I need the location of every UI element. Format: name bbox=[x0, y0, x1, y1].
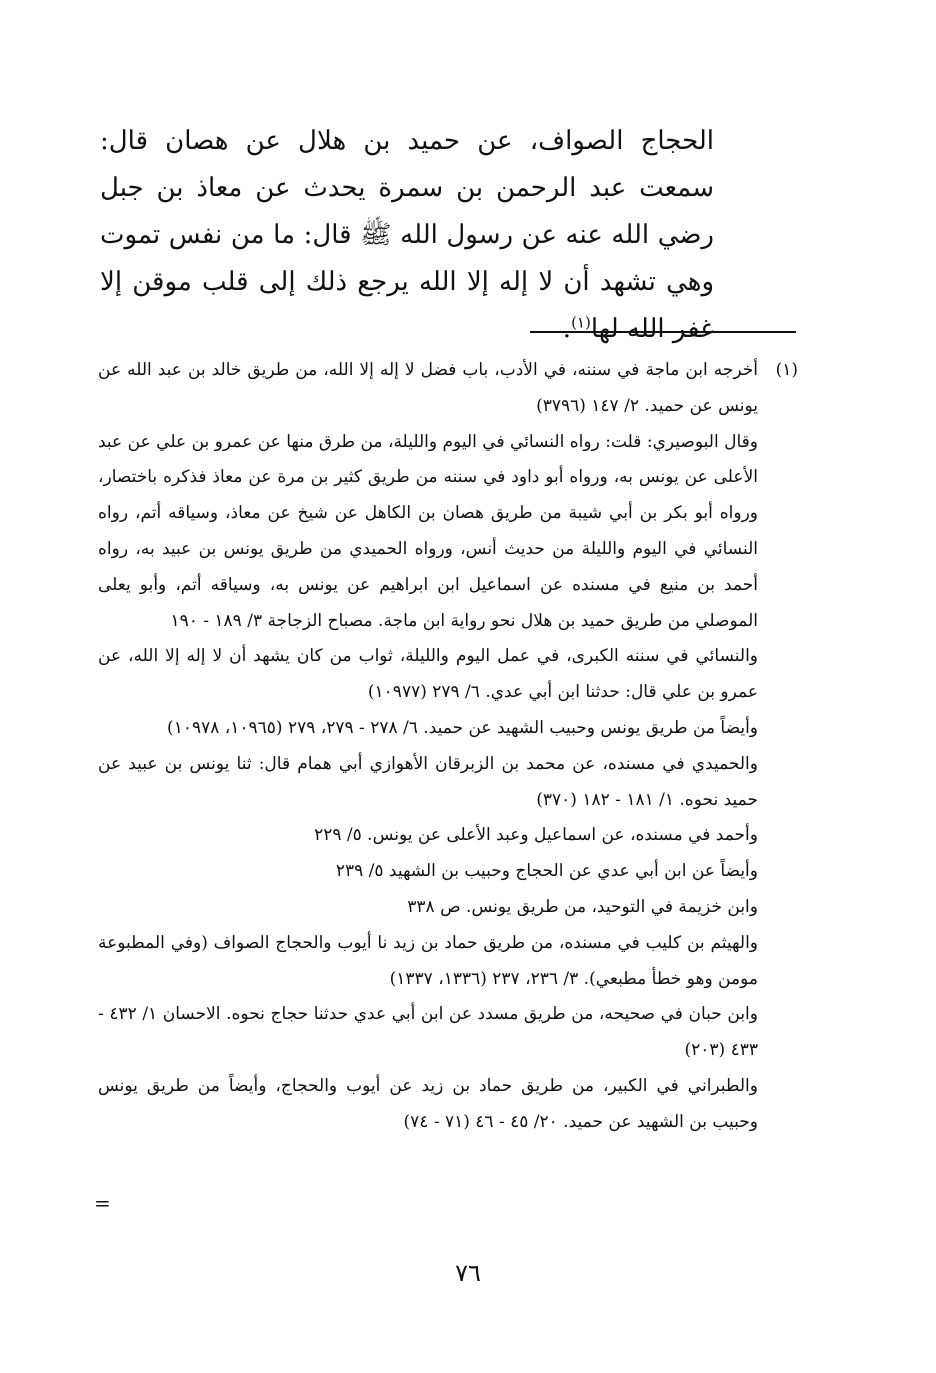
footnote-paragraph: والهيثم بن كليب في مسنده، من طريق حماد بن زيد نا أيوب والحجاج الصواف (وفي المطبوعة مومن وهو خطأ مطبعي). ٣/ ٢٣٦، ٢٣٧ (١٣٣٦، ١٣٣٧) bbox=[98, 932, 758, 989]
footnote-separator bbox=[530, 331, 796, 333]
footnote-paragraph: وقال البوصيري: قلت: رواه النسائي في اليوم والليلة، من طرق منها عن عمرو بن علي عن عبد الأعلى عن يونس به، ورواه أبو داود في سننه من طريق كثير بن مرة عن معاذ فذكره باختصار، ورواه أبو بكر بن أبي شيبة من طريق هصان بن الكاهل عن شيخ عن معاذ، وسياقه أتم، رواه النسائي في اليوم والليلة من حديث أنس، ورواه الحميدي من طريق يونس بن عبيد به، رواه أحمد بن منيع في مسنده عن اسماعيل ابن ابراهيم عن يونس به، وسياقه أتم، وأبو يعلى الموصلي من طريق حميد بن هلال نحو رواية ابن ماجة. مصباح الزجاجة ٣/ ١٨٩ - ١٩٠ bbox=[98, 431, 758, 631]
footnote-reference: (١) bbox=[571, 313, 591, 332]
main-text-line: الحجاج الصواف، عن حميد بن هلال عن هصان قال: bbox=[100, 126, 714, 156]
footnote-indented-line: وابن خزيمة في التوحيد، من طريق يونس. ص ٣٣٨ bbox=[407, 896, 758, 917]
footnote-paragraph: والحميدي في مسنده، عن محمد بن الزبرقان الأهوازي أبي همام قال: ثنا يونس بن عبيد عن حميد نحوه. ١/ ١٨١ - ١٨٢ (٣٧٠) bbox=[98, 753, 758, 810]
footnote-paragraph: وابن حبان في صحيحه، من طريق مسدد عن ابن أبي عدي حدثنا حجاج نحوه. الاحسان ١/ ٤٣٢ - ٤٣٣ (٢٠٣) bbox=[98, 1004, 758, 1061]
main-text: الحجاج الصواف، عن حميد بن هلال عن هصان قال: سمعت عبد الرحمن بن سمرة يحدث عن معاذ بن جبل رضي الله عنه عن رسول الله ﷺ قال: ما من نفس تموت وهي تشهد أن لا إله إلا الله يرجع ذلك إلى قلب موقن إلا غفر الله لها$^{(١)}$. bbox=[100, 126, 715, 344]
footnote-number: (١) bbox=[775, 360, 798, 380]
footnote-paragraph: والنسائي في سننه الكبرى، في عمل اليوم والليلة، ثواب من كان يشهد أن لا إله إلا الله، عن عمرو بن علي قال: حدثنا ابن أبي عدي. ٦/ ٢٧٩ (١٠٩٧٧) bbox=[98, 646, 758, 703]
main-text-line: الله عنه عن رسول الله ﷺ قال: ما من نفس تموت وهي تشهد bbox=[100, 220, 715, 297]
main-text-line: سمعت عبد الرحمن بن سمرة يحدث عن معاذ بن جبل رضي bbox=[100, 173, 714, 250]
footnote-indented-line: وأيضاً عن ابن أبي عدي عن الحجاج وحبيب بن الشهيد ٥/ ٢٣٩ bbox=[335, 861, 758, 882]
footnote-paragraph: والطبراني في الكبير، من طريق حماد بن زيد عن أيوب والحجاج، وأيضاً من طريق يونس وحبيب بن الشهيد عن حميد. ٢٠/ ٤٥ - ٤٦ (٧١ - ٧٤) bbox=[98, 1075, 758, 1132]
page-number: ٧٦ bbox=[455, 1259, 481, 1287]
footnote-paragraph: (١) أخرجه ابن ماجة في سننه، في الأدب، باب فضل لا إله إلا الله، من طريق خالد بن عبد الله عن يونس عن حميد. ٢/ ١٤٧ (٣٧٩٦) bbox=[98, 353, 798, 425]
footnote-indented-line: وأحمد في مسنده، عن اسماعيل وعبد الأعلى عن يونس. ٥/ ٢٢٩ bbox=[314, 825, 758, 846]
main-text-line: أن لا إله إلا الله يرجع ذلك إلى قلب موقن إلا غفر الله لها bbox=[100, 267, 714, 344]
footnotes bbox=[98, 353, 798, 1141]
footnote-paragraph: وأيضاً من طريق يونس وحبيب الشهيد عن حميد. ٦/ ٢٧٨ - ٢٧٩، ٢٧٩ (١٠٩٦٥، ١٠٩٧٨) bbox=[167, 717, 758, 738]
continuation-mark: = bbox=[94, 1191, 111, 1215]
